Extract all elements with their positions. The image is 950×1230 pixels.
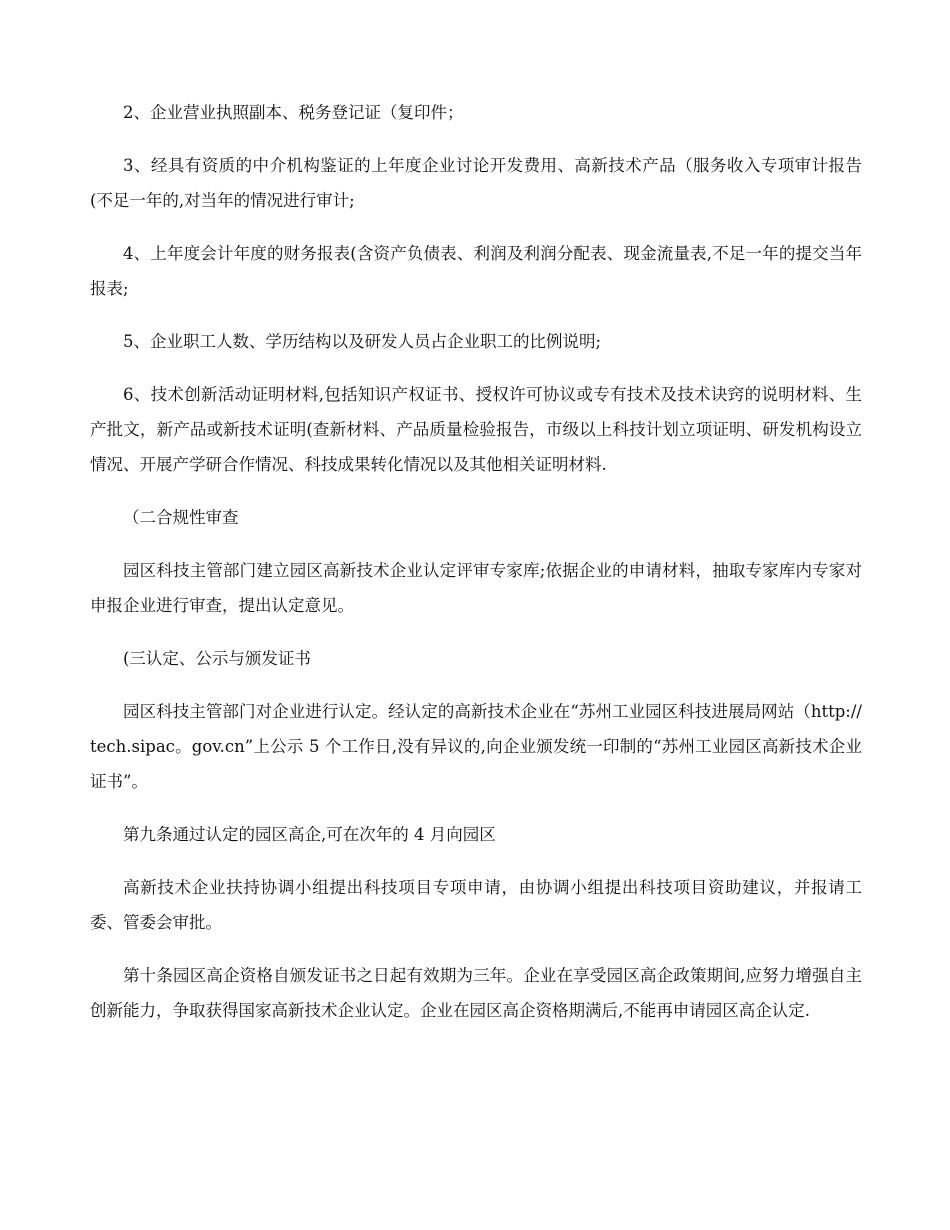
- paragraph-article-10: 第十条园区高企资格自颁发证书之日起有效期为三年。企业在享受园区高企政策期间,应努力增强自主创新能力，争取获得国家高新技术企业认定。企业在园区高企资格期满后,不能再申请园区高企认定.: [90, 966, 862, 1020]
- paragraph-certification-notice: 园区科技主管部门对企业进行认定。经认定的高新技术企业在“苏州工业园区科技进展局网站（http://tech.sipac。gov.cn”上公示 5 个工作日,没有异议的,向企业颁发统一印制的“苏州工业园区高新技术企业证书”。: [90, 702, 862, 791]
- paragraph-item-5: 5、企业职工人数、学历结构以及研发人员占企业职工的比例说明;: [123, 332, 602, 351]
- paragraph-article-9: 第九条通过认定的园区高企,可在次年的 4 月向园区: [123, 825, 496, 844]
- section-heading-certification: (三认定、公示与颁发证书: [123, 649, 311, 668]
- paragraph-item-4: 4、上年度会计年度的财务报表(含资产负债表、利润及利润分配表、现金流量表,不足一年的提交当年报表;: [90, 244, 862, 298]
- paragraph-item-6: 6、技术创新活动证明材料,包括知识产权证书、授权许可协议或专有技术及技术诀窍的说明材料、生产批文，新产品或新技术证明(查新材料、产品质量检验报告，市级以上科技计划立项证明、研发机构设立情况、开展产学研合作情况、科技成果转化情况以及其他相关证明材料.: [90, 385, 862, 474]
- paragraph-expert-review: 园区科技主管部门建立园区高新技术企业认定评审专家库;依据企业的申请材料，抽取专家库内专家对申报企业进行审查，提出认定意见。: [90, 561, 862, 615]
- paragraph-project-application: 高新技术企业扶持协调小组提出科技项目专项申请，由协调小组提出科技项目资助建议，并报请工委、管委会审批。: [90, 878, 862, 932]
- paragraph-item-3: 3、经具有资质的中介机构鉴证的上年度企业讨论开发费用、高新技术产品（服务收入专项审计报告(不足一年的,对当年的情况进行审计;: [90, 156, 862, 210]
- document-body: [90, 95, 862, 1046]
- paragraph-item-2: 2、企业营业执照副本、税务登记证（复印件；: [123, 103, 464, 122]
- section-heading-compliance-review: （二合规性审查: [123, 508, 239, 527]
